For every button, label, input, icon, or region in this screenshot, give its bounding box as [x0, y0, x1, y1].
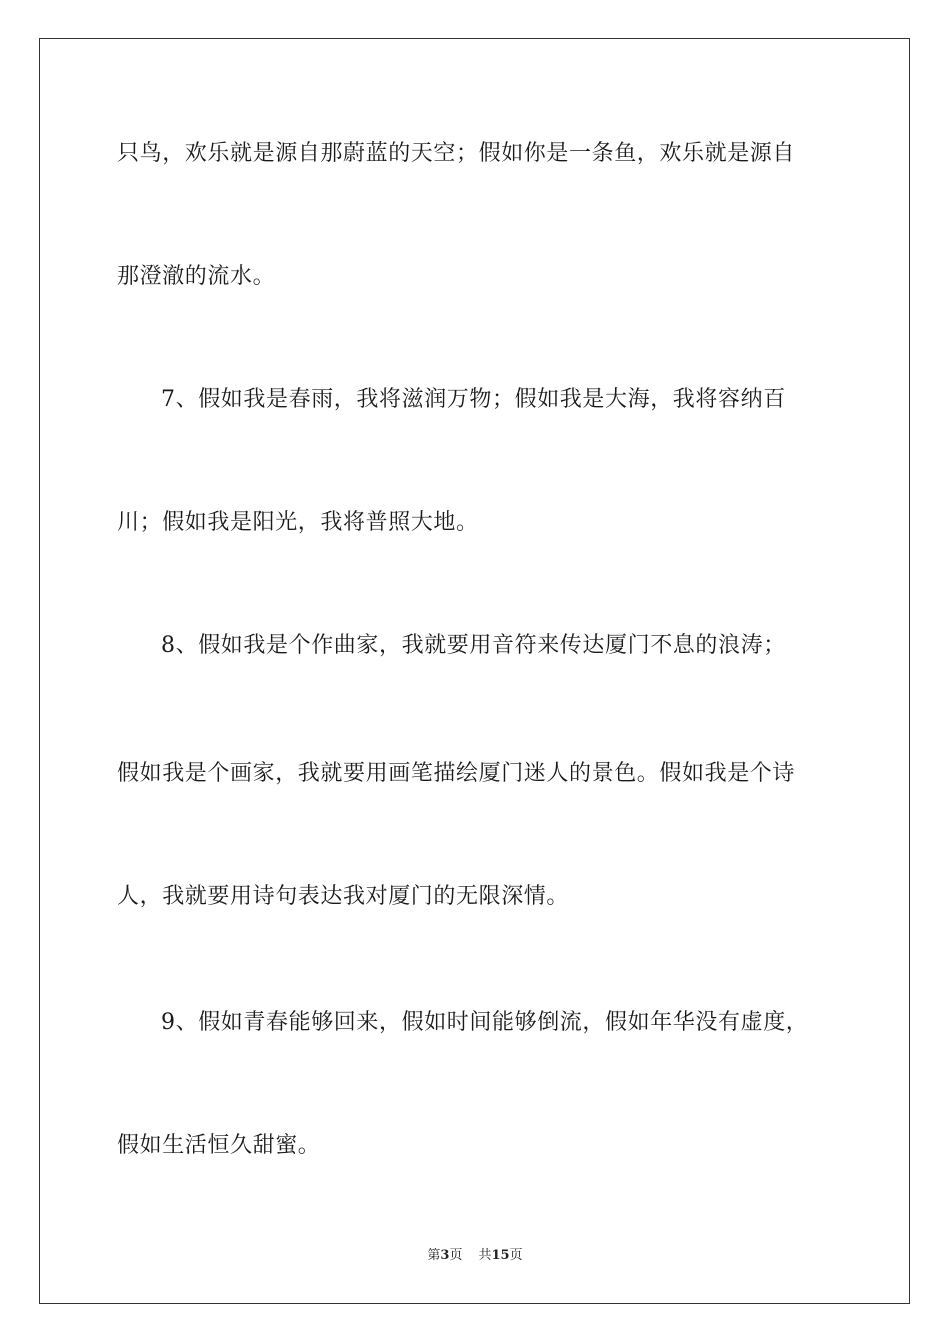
text-line: 川；假如我是阳光，我将普照大地。: [117, 510, 479, 535]
text-line: 7、假如我是春雨，我将滋润万物；假如我是大海，我将容纳百: [161, 387, 786, 412]
text-line: 8、假如我是个作曲家，我就要用音符来传达厦门不息的浪涛；: [161, 633, 786, 658]
text-line: 9、假如青春能够回来，假如时间能够倒流，假如年华没有虚度，: [161, 1010, 809, 1035]
page-label-prefix: 第: [427, 1248, 441, 1263]
text-line: 只鸟，欢乐就是源自那蔚蓝的天空；假如你是一条鱼，欢乐就是源自: [117, 141, 796, 166]
text-line: 假如生活恒久甜蜜。: [117, 1133, 321, 1158]
total-label-prefix: 共: [478, 1248, 492, 1263]
page-footer: [0, 1247, 950, 1265]
current-page-number: 3: [440, 1248, 450, 1263]
text-line: 假如我是个画家，我就要用画笔描绘厦门迷人的景色。假如我是个诗: [117, 761, 796, 786]
text-line: 那澄澈的流水。: [117, 264, 276, 289]
page-border: [39, 38, 910, 1304]
total-page-count: 15: [491, 1248, 510, 1263]
page-label-suffix: 页: [449, 1248, 463, 1263]
total-label-suffix: 页: [509, 1248, 523, 1263]
text-line: 人，我就要用诗句表达我对厦门的无限深情。: [117, 884, 570, 909]
